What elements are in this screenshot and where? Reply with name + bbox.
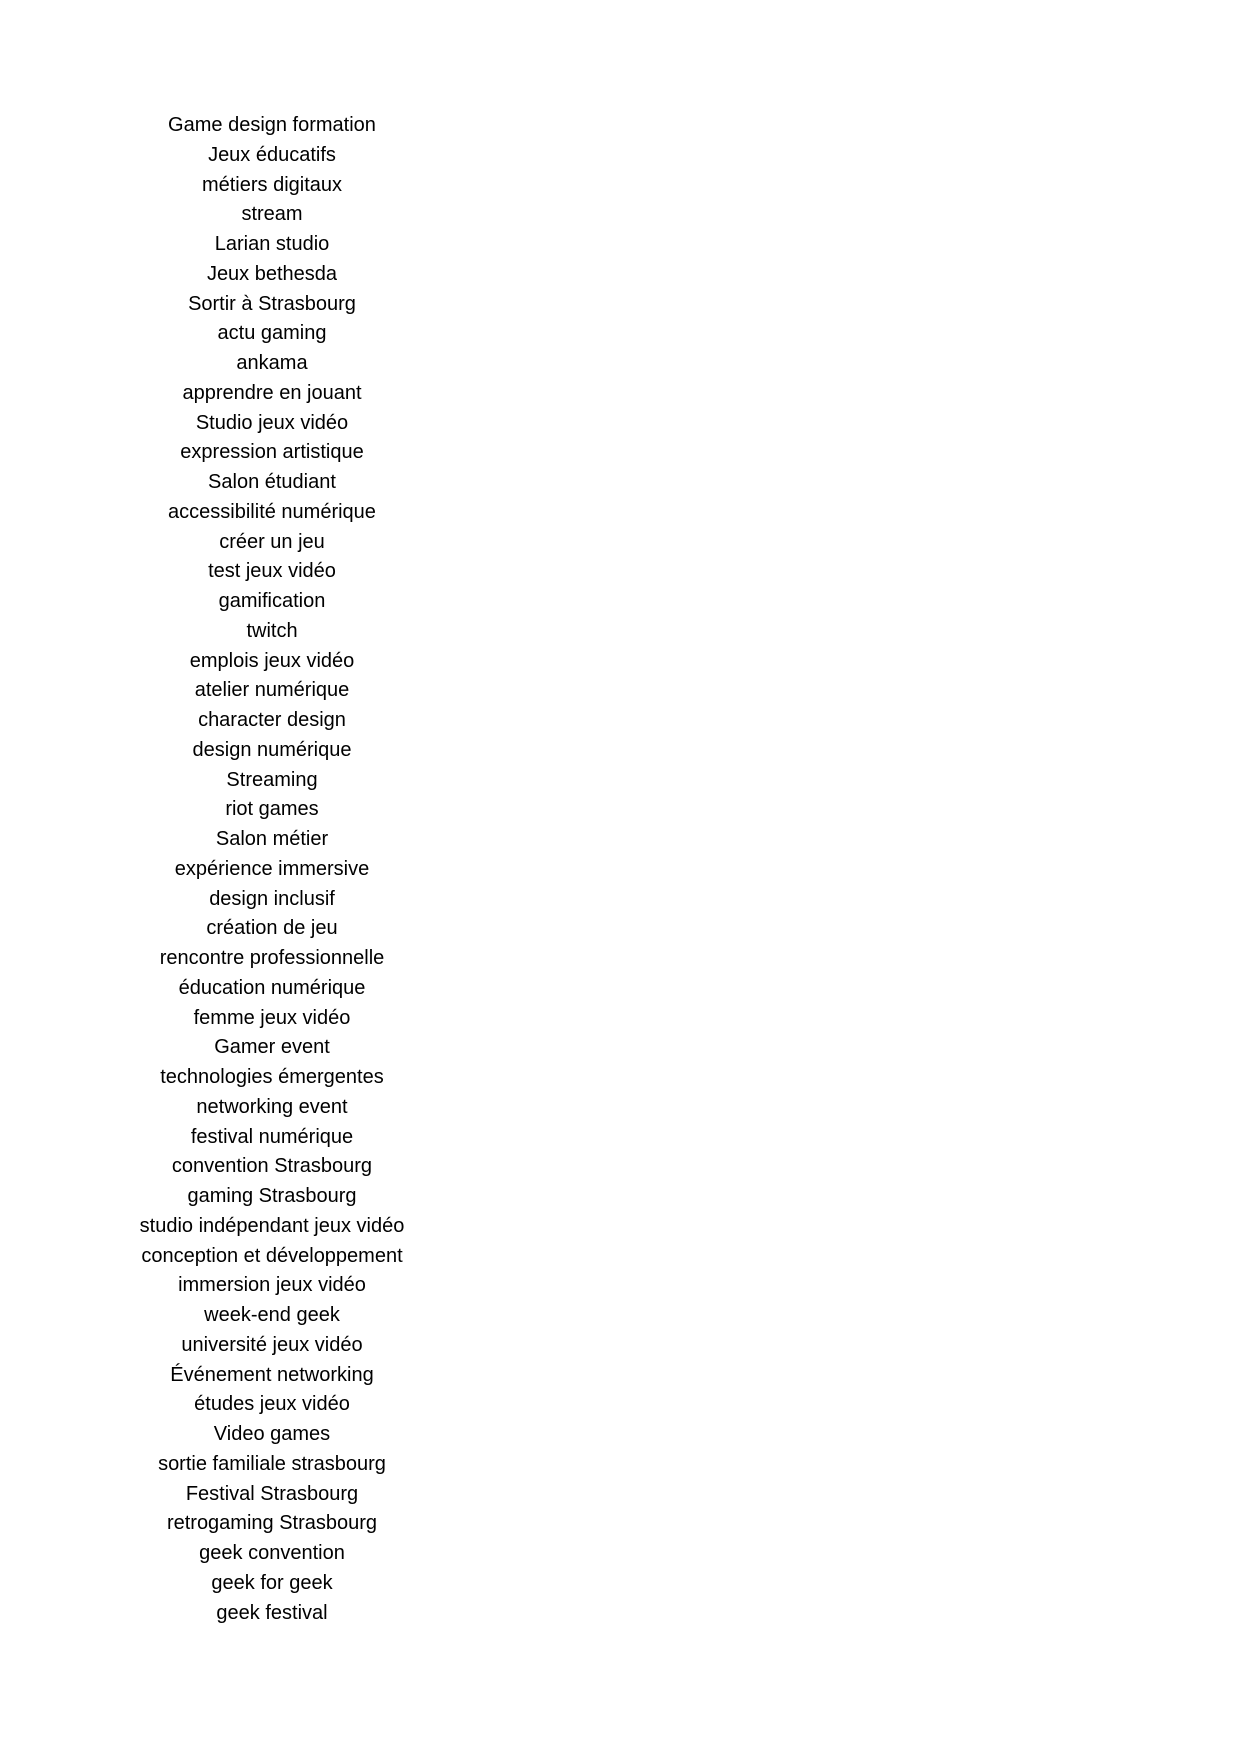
keyword-item: geek festival (216, 1601, 328, 1624)
keyword-item: sortie familiale strasbourg (158, 1452, 386, 1475)
keyword-item: rencontre professionnelle (159, 947, 385, 969)
keyword-item: Événement networking (170, 1363, 374, 1386)
keyword-item: université jeux vidéo (181, 1333, 363, 1356)
keyword-item: atelier numérique (194, 679, 350, 702)
keyword-item: riot games (225, 798, 319, 821)
keyword-item: design inclusif (209, 887, 335, 910)
keyword-item: Salon étudiant (208, 471, 336, 493)
keyword-item: test jeux vidéo (208, 560, 336, 583)
keyword-item: Jeux bethesda (206, 262, 338, 285)
keyword-item: conception et développement (141, 1244, 403, 1267)
keyword-item: Larian studio (214, 233, 330, 255)
keyword-item: métiers digitaux (201, 173, 343, 196)
keyword-item: création de jeu (206, 917, 338, 940)
keyword-list (122, 111, 422, 1628)
keyword-item: éducation numérique (178, 976, 366, 999)
keyword-item: études jeux vidéo (194, 1393, 350, 1416)
keyword-item: actu gaming (217, 322, 327, 345)
keyword-item: ankama (236, 352, 308, 374)
keyword-item: Salon métier (215, 828, 329, 850)
keyword-item: convention Strasbourg (171, 1155, 373, 1178)
keyword-item: expression artistique (180, 441, 364, 464)
keyword-item: Gamer event (214, 1036, 330, 1059)
keyword-item: design numérique (192, 738, 352, 761)
keyword-item: immersion jeux vidéo (178, 1274, 366, 1297)
keyword-item: Game design formation (168, 114, 376, 136)
keyword-item: week-end geek (204, 1304, 340, 1326)
keyword-item: gamification (218, 590, 326, 612)
keyword-item: studio indépendant jeux vidéo (139, 1214, 405, 1237)
keyword-item: Streaming (226, 768, 318, 791)
keyword-item: geek for geek (211, 1571, 333, 1594)
keyword-item: Video games (213, 1423, 331, 1445)
keyword-item: gaming Strasbourg (187, 1185, 357, 1207)
keyword-item: apprendre en jouant (182, 381, 362, 404)
keyword-item: Studio jeux vidéo (195, 411, 349, 434)
keyword-item: emplois jeux vidéo (189, 649, 355, 672)
keyword-item: character design (198, 709, 346, 731)
keyword-item: festival numérique (190, 1125, 354, 1148)
keyword-item: stream (241, 203, 303, 226)
keyword-item: Sortir à Strasbourg (188, 292, 356, 315)
keyword-item: technologies émergentes (160, 1066, 384, 1088)
keyword-item: créer un jeu (219, 530, 325, 553)
keyword-item: geek convention (199, 1542, 345, 1564)
keyword-item: accessibilité numérique (168, 500, 376, 523)
keyword-item: expérience immersive (174, 857, 370, 880)
keyword-item: Festival Strasbourg (185, 1482, 359, 1505)
keyword-item: networking event (196, 1095, 348, 1118)
keyword-item: twitch (246, 619, 298, 642)
keyword-item: retrogaming Strasbourg (166, 1512, 378, 1535)
keyword-item: femme jeux vidéo (193, 1006, 351, 1029)
keyword-item: Jeux éducatifs (208, 143, 336, 166)
